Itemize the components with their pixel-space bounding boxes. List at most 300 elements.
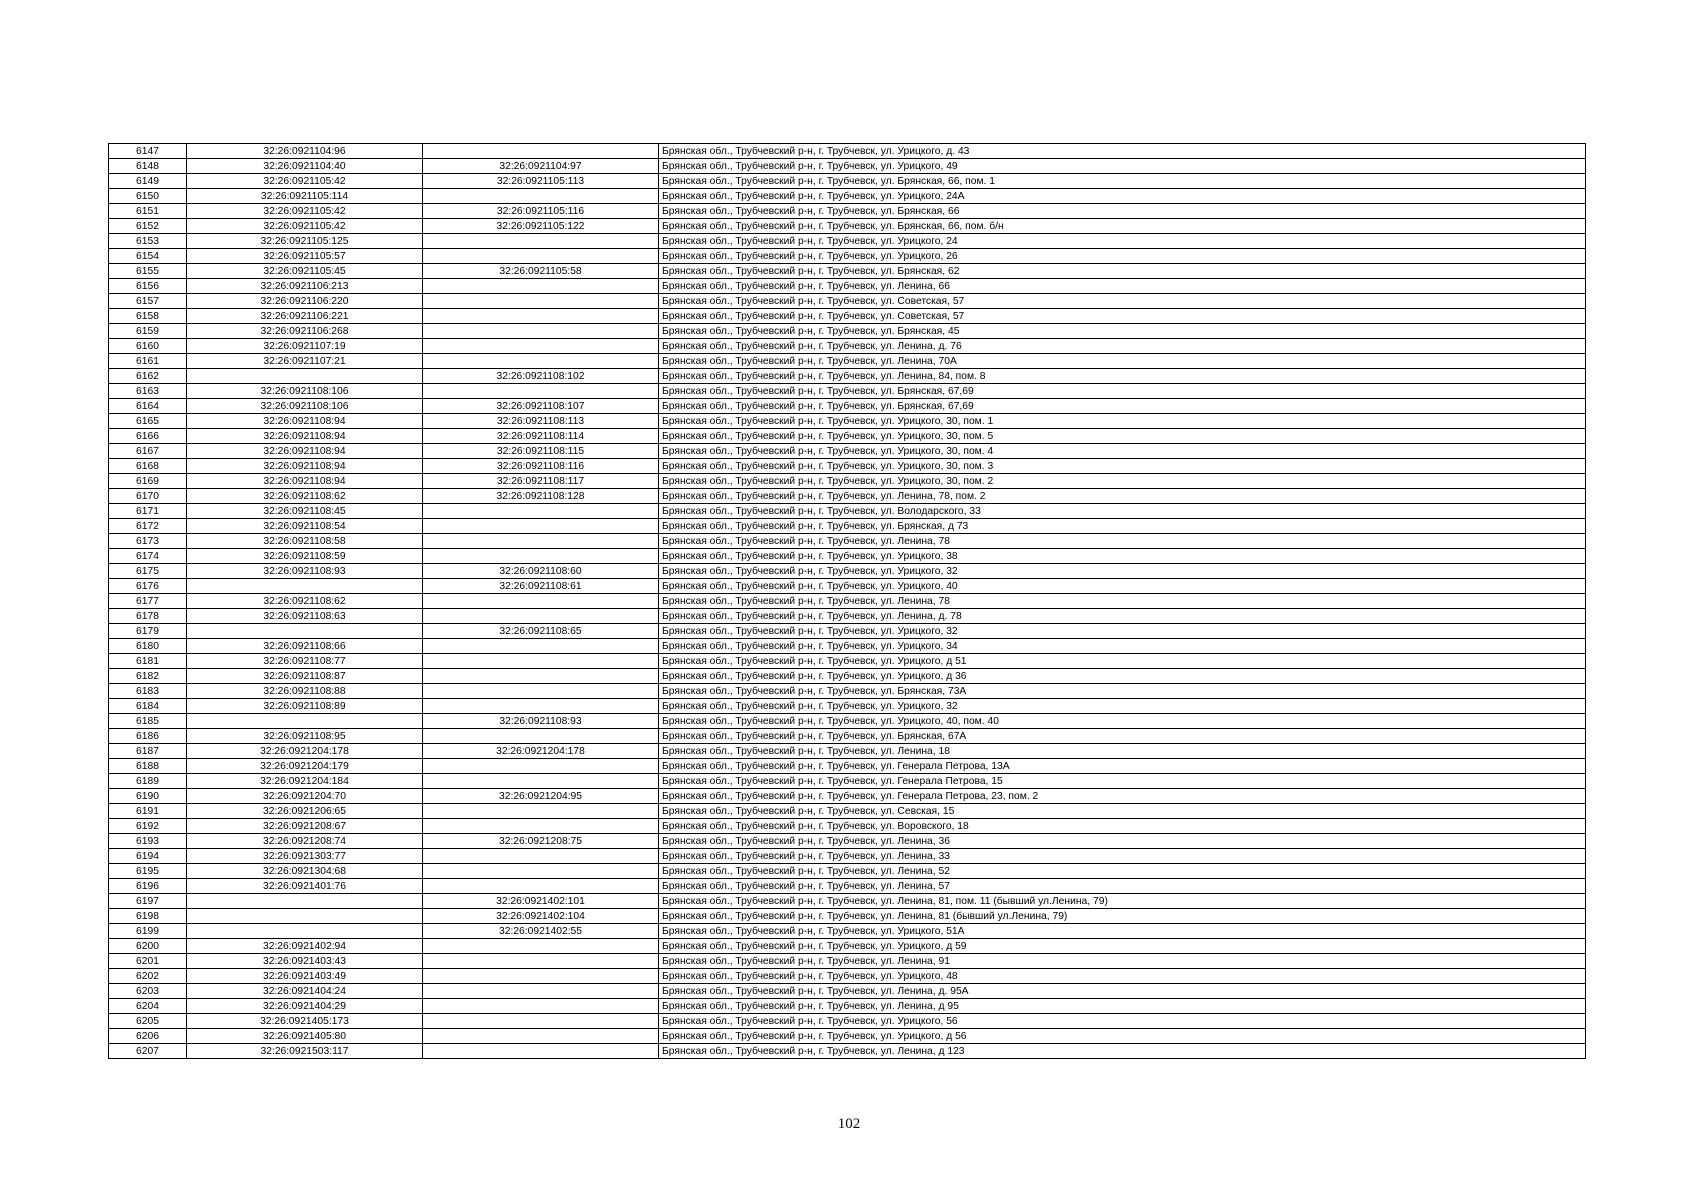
table-row [109,699,1586,714]
cadastral-number-cell: 32:26:0921107:21 [187,354,423,369]
row-number-cell: 6186 [109,729,187,744]
row-number-cell: 6148 [109,159,187,174]
cadastral-number-cell: 32:26:0921106:221 [187,309,423,324]
row-number-cell: 6172 [109,519,187,534]
address-cell: Брянская обл., Трубчевский р-н, г. Трубчевск, ул. Ленина, 78 [659,534,1586,549]
table-row [109,1029,1586,1044]
table-row [109,744,1586,759]
address-cell: Брянская обл., Трубчевский р-н, г. Трубчевск, ул. Урицкого, 32 [659,624,1586,639]
parent-cadastral-number-cell: 32:26:0921108:117 [423,474,659,489]
parent-cadastral-number-cell: 32:26:0921108:61 [423,579,659,594]
cadastral-number-cell: 32:26:0921108:89 [187,699,423,714]
parent-cadastral-number-cell [423,279,659,294]
cadastral-number-cell: 32:26:0921108:93 [187,564,423,579]
row-number-cell: 6201 [109,954,187,969]
table-row [109,804,1586,819]
row-number-cell: 6182 [109,669,187,684]
cadastral-number-cell: 32:26:0921108:106 [187,384,423,399]
table-row [109,879,1586,894]
parent-cadastral-number-cell [423,534,659,549]
address-cell: Брянская обл., Трубчевский р-н, г. Трубчевск, ул. Брянская, 45 [659,324,1586,339]
table-row [109,414,1586,429]
parent-cadastral-number-cell [423,729,659,744]
row-number-cell: 6206 [109,1029,187,1044]
cadastral-number-cell: 32:26:0921108:94 [187,429,423,444]
row-number-cell: 6181 [109,654,187,669]
cadastral-number-cell: 32:26:0921106:268 [187,324,423,339]
table-row [109,249,1586,264]
cadastral-number-cell: 32:26:0921403:43 [187,954,423,969]
table-row [109,294,1586,309]
table-row [109,759,1586,774]
table-row [109,279,1586,294]
address-cell: Брянская обл., Трубчевский р-н, г. Трубчевск, ул. Ленина, 78 [659,594,1586,609]
table-row [109,474,1586,489]
address-cell: Брянская обл., Трубчевский р-н, г. Трубчевск, ул. Ленина, 52 [659,864,1586,879]
cadastral-number-cell [187,894,423,909]
address-cell: Брянская обл., Трубчевский р-н, г. Трубчевск, ул. Урицкого, 49 [659,159,1586,174]
parent-cadastral-number-cell: 32:26:0921105:122 [423,219,659,234]
address-cell: Брянская обл., Трубчевский р-н, г. Трубчевск, ул. Генерала Петрова, 13А [659,759,1586,774]
address-cell: Брянская обл., Трубчевский р-н, г. Трубчевск, ул. Брянская, 66 [659,204,1586,219]
parent-cadastral-number-cell: 32:26:0921108:113 [423,414,659,429]
address-cell: Брянская обл., Трубчевский р-н, г. Трубчевск, ул. Ленина, д. 76 [659,339,1586,354]
parent-cadastral-number-cell [423,939,659,954]
row-number-cell: 6184 [109,699,187,714]
parent-cadastral-number-cell [423,354,659,369]
address-cell: Брянская обл., Трубчевский р-н, г. Трубчевск, ул. Урицкого, 30, пом. 1 [659,414,1586,429]
parent-cadastral-number-cell [423,324,659,339]
parent-cadastral-number-cell: 32:26:0921105:116 [423,204,659,219]
parent-cadastral-number-cell [423,189,659,204]
row-number-cell: 6167 [109,444,187,459]
address-cell: Брянская обл., Трубчевский р-н, г. Трубчевск, ул. Ленина, д. 78 [659,609,1586,624]
parent-cadastral-number-cell: 32:26:0921108:107 [423,399,659,414]
parent-cadastral-number-cell [423,609,659,624]
parent-cadastral-number-cell [423,954,659,969]
cadastral-number-cell: 32:26:0921108:88 [187,684,423,699]
table-row [109,579,1586,594]
parent-cadastral-number-cell: 32:26:0921402:55 [423,924,659,939]
cadastral-number-cell [187,579,423,594]
row-number-cell: 6185 [109,714,187,729]
parent-cadastral-number-cell [423,849,659,864]
parent-cadastral-number-cell [423,654,659,669]
cadastral-number-cell: 32:26:0921204:178 [187,744,423,759]
cadastral-number-cell: 32:26:0921108:77 [187,654,423,669]
cadastral-number-cell [187,369,423,384]
row-number-cell: 6154 [109,249,187,264]
row-number-cell: 6198 [109,909,187,924]
table-row [109,504,1586,519]
cadastral-number-cell: 32:26:0921108:94 [187,474,423,489]
parent-cadastral-number-cell: 32:26:0921402:101 [423,894,659,909]
table-row [109,894,1586,909]
parent-cadastral-number-cell [423,594,659,609]
row-number-cell: 6177 [109,594,187,609]
address-cell: Брянская обл., Трубчевский р-н, г. Трубчевск, ул. Ленина, 78, пом. 2 [659,489,1586,504]
address-cell: Брянская обл., Трубчевский р-н, г. Трубчевск, ул. Урицкого, 38 [659,549,1586,564]
table-row [109,534,1586,549]
parent-cadastral-number-cell: 32:26:0921108:60 [423,564,659,579]
parent-cadastral-number-cell: 32:26:0921108:102 [423,369,659,384]
row-number-cell: 6151 [109,204,187,219]
table-row [109,1044,1586,1059]
row-number-cell: 6194 [109,849,187,864]
row-number-cell: 6204 [109,999,187,1014]
parent-cadastral-number-cell: 32:26:0921108:65 [423,624,659,639]
table-row [109,549,1586,564]
cadastral-number-cell: 32:26:0921401:76 [187,879,423,894]
row-number-cell: 6168 [109,459,187,474]
address-cell: Брянская обл., Трубчевский р-н, г. Трубчевск, ул. Брянская, 66, пом. б/н [659,219,1586,234]
parent-cadastral-number-cell [423,639,659,654]
parent-cadastral-number-cell [423,339,659,354]
parent-cadastral-number-cell [423,249,659,264]
address-cell: Брянская обл., Трубчевский р-н, г. Трубчевск, ул. Ленина, 84, пом. 8 [659,369,1586,384]
address-cell: Брянская обл., Трубчевский р-н, г. Трубчевск, ул. Урицкого, 30, пом. 5 [659,429,1586,444]
cadastral-number-cell: 32:26:0921404:24 [187,984,423,999]
cadastral-number-cell: 32:26:0921208:74 [187,834,423,849]
table-row [109,969,1586,984]
row-number-cell: 6157 [109,294,187,309]
row-number-cell: 6159 [109,324,187,339]
cadastral-number-cell: 32:26:0921108:54 [187,519,423,534]
row-number-cell: 6179 [109,624,187,639]
parent-cadastral-number-cell [423,774,659,789]
address-cell: Брянская обл., Трубчевский р-н, г. Трубчевск, ул. Ленина, 70А [659,354,1586,369]
table-row [109,789,1586,804]
parent-cadastral-number-cell [423,999,659,1014]
address-cell: Брянская обл., Трубчевский р-н, г. Трубчевск, ул. Урицкого, 30, пом. 2 [659,474,1586,489]
parent-cadastral-number-cell: 32:26:0921208:75 [423,834,659,849]
address-cell: Брянская обл., Трубчевский р-н, г. Трубчевск, ул. Ленина, 18 [659,744,1586,759]
row-number-cell: 6162 [109,369,187,384]
cadastral-number-cell: 32:26:0921108:95 [187,729,423,744]
address-cell: Брянская обл., Трубчевский р-н, г. Трубчевск, ул. Урицкого, 30, пом. 4 [659,444,1586,459]
parent-cadastral-number-cell [423,684,659,699]
address-cell: Брянская обл., Трубчевский р-н, г. Трубчевск, ул. Урицкого, д 51 [659,654,1586,669]
row-number-cell: 6189 [109,774,187,789]
parent-cadastral-number-cell [423,669,659,684]
table-row [109,264,1586,279]
parent-cadastral-number-cell: 32:26:0921105:58 [423,264,659,279]
cadastral-number-cell: 32:26:0921206:65 [187,804,423,819]
parent-cadastral-number-cell [423,1029,659,1044]
row-number-cell: 6153 [109,234,187,249]
row-number-cell: 6165 [109,414,187,429]
table-row [109,849,1586,864]
row-number-cell: 6155 [109,264,187,279]
table-row [109,384,1586,399]
address-cell: Брянская обл., Трубчевский р-н, г. Трубчевск, ул. Ленина, 66 [659,279,1586,294]
address-cell: Брянская обл., Трубчевский р-н, г. Трубчевск, ул. Севская, 15 [659,804,1586,819]
row-number-cell: 6171 [109,504,187,519]
address-cell: Брянская обл., Трубчевский р-н, г. Трубчевск, ул. Ленина, 33 [659,849,1586,864]
address-cell: Брянская обл., Трубчевский р-н, г. Трубчевск, ул. Ленина, д 95 [659,999,1586,1014]
address-cell: Брянская обл., Трубчевский р-н, г. Трубчевск, ул. Урицкого, 24 [659,234,1586,249]
parent-cadastral-number-cell [423,699,659,714]
table-row [109,339,1586,354]
address-cell: Брянская обл., Трубчевский р-н, г. Трубчевск, ул. Ленина, 36 [659,834,1586,849]
cadastral-number-cell: 32:26:0921104:96 [187,144,423,159]
table-row [109,459,1586,474]
table-row [109,594,1586,609]
address-cell: Брянская обл., Трубчевский р-н, г. Трубчевск, ул. Урицкого, 40 [659,579,1586,594]
parent-cadastral-number-cell [423,819,659,834]
table-row [109,444,1586,459]
row-number-cell: 6191 [109,804,187,819]
parent-cadastral-number-cell: 32:26:0921402:104 [423,909,659,924]
row-number-cell: 6149 [109,174,187,189]
row-number-cell: 6175 [109,564,187,579]
cadastral-number-cell: 32:26:0921108:94 [187,444,423,459]
row-number-cell: 6202 [109,969,187,984]
row-number-cell: 6205 [109,1014,187,1029]
address-cell: Брянская обл., Трубчевский р-н, г. Трубчевск, ул. Брянская, д 73 [659,519,1586,534]
address-cell: Брянская обл., Трубчевский р-н, г. Трубчевск, ул. Урицкого, д 56 [659,1029,1586,1044]
address-cell: Брянская обл., Трубчевский р-н, г. Трубчевск, ул. Генерала Петрова, 23, пом. 2 [659,789,1586,804]
cadastral-number-cell: 32:26:0921108:62 [187,594,423,609]
table-row [109,729,1586,744]
row-number-cell: 6174 [109,549,187,564]
table-row [109,609,1586,624]
parent-cadastral-number-cell: 32:26:0921108:116 [423,459,659,474]
cadastral-number-cell: 32:26:0921405:80 [187,1029,423,1044]
parent-cadastral-number-cell [423,234,659,249]
address-cell: Брянская обл., Трубчевский р-н, г. Трубчевск, ул. Ленина, 81, пом. 11 (бывший ул.Ленина, 79) [659,894,1586,909]
cadastral-number-cell [187,924,423,939]
table-row [109,489,1586,504]
table-row [109,564,1586,579]
row-number-cell: 6180 [109,639,187,654]
parent-cadastral-number-cell [423,969,659,984]
row-number-cell: 6196 [109,879,187,894]
parent-cadastral-number-cell [423,984,659,999]
cadastral-number-cell: 32:26:0921106:220 [187,294,423,309]
cadastral-number-cell: 32:26:0921108:94 [187,414,423,429]
row-number-cell: 6176 [109,579,187,594]
table-row [109,924,1586,939]
row-number-cell: 6200 [109,939,187,954]
address-cell: Брянская обл., Трубчевский р-н, г. Трубчевск, ул. Генерала Петрова, 15 [659,774,1586,789]
address-cell: Брянская обл., Трубчевский р-н, г. Трубчевск, ул. Брянская, 67А [659,729,1586,744]
cadastral-number-cell: 32:26:0921105:114 [187,189,423,204]
row-number-cell: 6187 [109,744,187,759]
table-row [109,654,1586,669]
cadastral-number-cell: 32:26:0921108:59 [187,549,423,564]
parent-cadastral-number-cell [423,294,659,309]
address-cell: Брянская обл., Трубчевский р-н, г. Трубчевск, ул. Урицкого, 40, пом. 40 [659,714,1586,729]
cadastral-number-cell: 32:26:0921204:70 [187,789,423,804]
cadastral-number-cell: 32:26:0921108:66 [187,639,423,654]
cadastral-number-cell: 32:26:0921105:42 [187,204,423,219]
cadastral-number-cell: 32:26:0921105:42 [187,219,423,234]
address-cell: Брянская обл., Трубчевский р-н, г. Трубчевск, ул. Урицкого, 26 [659,249,1586,264]
row-number-cell: 6158 [109,309,187,324]
address-cell: Брянская обл., Трубчевский р-н, г. Трубчевск, ул. Урицкого, 56 [659,1014,1586,1029]
registry-table-body [109,144,1586,1059]
table-row [109,174,1586,189]
row-number-cell: 6197 [109,894,187,909]
parent-cadastral-number-cell [423,144,659,159]
parent-cadastral-number-cell: 32:26:0921105:113 [423,174,659,189]
parent-cadastral-number-cell [423,804,659,819]
cadastral-number-cell: 32:26:0921108:58 [187,534,423,549]
table-row [109,819,1586,834]
row-number-cell: 6188 [109,759,187,774]
row-number-cell: 6193 [109,834,187,849]
row-number-cell: 6147 [109,144,187,159]
cadastral-number-cell: 32:26:0921403:49 [187,969,423,984]
cadastral-number-cell: 32:26:0921303:77 [187,849,423,864]
table-row [109,354,1586,369]
table-row [109,684,1586,699]
table-row [109,864,1586,879]
parent-cadastral-number-cell [423,879,659,894]
address-cell: Брянская обл., Трубчевский р-н, г. Трубчевск, ул. Урицкого, 32 [659,564,1586,579]
row-number-cell: 6190 [109,789,187,804]
row-number-cell: 6156 [109,279,187,294]
row-number-cell: 6195 [109,864,187,879]
row-number-cell: 6169 [109,474,187,489]
cadastral-number-cell: 32:26:0921204:179 [187,759,423,774]
cadastral-number-cell: 32:26:0921405:173 [187,1014,423,1029]
parent-cadastral-number-cell: 32:26:0921104:97 [423,159,659,174]
parent-cadastral-number-cell [423,549,659,564]
table-row [109,984,1586,999]
cadastral-number-cell: 32:26:0921304:68 [187,864,423,879]
table-row [109,309,1586,324]
row-number-cell: 6160 [109,339,187,354]
cadastral-number-cell: 32:26:0921108:63 [187,609,423,624]
table-row [109,369,1586,384]
cadastral-number-cell: 32:26:0921108:87 [187,669,423,684]
address-cell: Брянская обл., Трубчевский р-н, г. Трубчевск, ул. Урицкого, 34 [659,639,1586,654]
row-number-cell: 6152 [109,219,187,234]
cadastral-number-cell: 32:26:0921108:62 [187,489,423,504]
parent-cadastral-number-cell [423,864,659,879]
row-number-cell: 6178 [109,609,187,624]
cadastral-number-cell: 32:26:0921105:125 [187,234,423,249]
address-cell: Брянская обл., Трубчевский р-н, г. Трубчевск, ул. Ленина, д 123 [659,1044,1586,1059]
page-number: 102 [837,1116,861,1132]
cadastral-number-cell [187,909,423,924]
cadastral-number-cell: 32:26:0921107:19 [187,339,423,354]
row-number-cell: 6183 [109,684,187,699]
parent-cadastral-number-cell: 32:26:0921204:178 [423,744,659,759]
parent-cadastral-number-cell: 32:26:0921108:114 [423,429,659,444]
table-row [109,774,1586,789]
table-row [109,834,1586,849]
parent-cadastral-number-cell [423,309,659,324]
row-number-cell: 6161 [109,354,187,369]
cadastral-number-cell: 32:26:0921402:94 [187,939,423,954]
row-number-cell: 6192 [109,819,187,834]
table-row [109,204,1586,219]
address-cell: Брянская обл., Трубчевский р-н, г. Трубчевск, ул. Брянская, 67,69 [659,384,1586,399]
address-cell: Брянская обл., Трубчевский р-н, г. Трубчевск, ул. Ленина, 81 (бывший ул.Ленина, 79) [659,909,1586,924]
cadastral-number-cell [187,624,423,639]
address-cell: Брянская обл., Трубчевский р-н, г. Трубчевск, ул. Урицкого, 51А [659,924,1586,939]
address-cell: Брянская обл., Трубчевский р-н, г. Трубчевск, ул. Воровского, 18 [659,819,1586,834]
table-row [109,519,1586,534]
parent-cadastral-number-cell [423,1014,659,1029]
cadastral-number-cell: 32:26:0921108:94 [187,459,423,474]
parent-cadastral-number-cell [423,384,659,399]
cadastral-number-cell: 32:26:0921105:45 [187,264,423,279]
table-row [109,429,1586,444]
address-cell: Брянская обл., Трубчевский р-н, г. Трубчевск, ул. Урицкого, 24А [659,189,1586,204]
address-cell: Брянская обл., Трубчевский р-н, г. Трубчевск, ул. Ленина, 57 [659,879,1586,894]
table-row [109,144,1586,159]
table-row [109,639,1586,654]
parent-cadastral-number-cell: 32:26:0921108:128 [423,489,659,504]
row-number-cell: 6166 [109,429,187,444]
cadastral-number-cell: 32:26:0921208:67 [187,819,423,834]
cadastral-number-cell: 32:26:0921503:117 [187,1044,423,1059]
address-cell: Брянская обл., Трубчевский р-н, г. Трубчевск, ул. Брянская, 62 [659,264,1586,279]
cadastral-number-cell: 32:26:0921108:106 [187,399,423,414]
table-row [109,909,1586,924]
cadastral-number-cell: 32:26:0921105:57 [187,249,423,264]
address-cell: Брянская обл., Трубчевский р-н, г. Трубчевск, ул. Володарского, 33 [659,504,1586,519]
cadastral-number-cell: 32:26:0921204:184 [187,774,423,789]
table-row [109,399,1586,414]
table-row [109,324,1586,339]
address-cell: Брянская обл., Трубчевский р-н, г. Трубчевск, ул. Урицкого, д 59 [659,939,1586,954]
address-cell: Брянская обл., Трубчевский р-н, г. Трубчевск, ул. Брянская, 73А [659,684,1586,699]
address-cell: Брянская обл., Трубчевский р-н, г. Трубчевск, ул. Брянская, 66, пом. 1 [659,174,1586,189]
table-row [109,624,1586,639]
parent-cadastral-number-cell: 32:26:0921108:115 [423,444,659,459]
address-cell: Брянская обл., Трубчевский р-н, г. Трубчевск, ул. Советская, 57 [659,309,1586,324]
address-cell: Брянская обл., Трубчевский р-н, г. Трубчевск, ул. Урицкого, 30, пом. 3 [659,459,1586,474]
parent-cadastral-number-cell [423,519,659,534]
row-number-cell: 6150 [109,189,187,204]
table-row [109,219,1586,234]
table-row [109,234,1586,249]
row-number-cell: 6173 [109,534,187,549]
address-cell: Брянская обл., Трубчевский р-н, г. Трубчевск, ул. Урицкого, д 36 [659,669,1586,684]
table-row [109,669,1586,684]
table-row [109,954,1586,969]
row-number-cell: 6163 [109,384,187,399]
address-cell: Брянская обл., Трубчевский р-н, г. Трубчевск, ул. Ленина, д. 95А [659,984,1586,999]
table-row [109,714,1586,729]
cadastral-number-cell: 32:26:0921404:29 [187,999,423,1014]
address-cell: Брянская обл., Трубчевский р-н, г. Трубчевск, ул. Ленина, 91 [659,954,1586,969]
row-number-cell: 6199 [109,924,187,939]
cadastral-number-cell: 32:26:0921104:40 [187,159,423,174]
parent-cadastral-number-cell [423,1044,659,1059]
table-row [109,159,1586,174]
address-cell: Брянская обл., Трубчевский р-н, г. Трубчевск, ул. Урицкого, д. 43 [659,144,1586,159]
cadastral-number-cell: 32:26:0921105:42 [187,174,423,189]
cadastral-number-cell: 32:26:0921108:45 [187,504,423,519]
cadastral-number-cell [187,714,423,729]
parent-cadastral-number-cell [423,504,659,519]
row-number-cell: 6207 [109,1044,187,1059]
registry-table [108,143,1586,1059]
address-cell: Брянская обл., Трубчевский р-н, г. Трубчевск, ул. Брянская, 67,69 [659,399,1586,414]
row-number-cell: 6164 [109,399,187,414]
address-cell: Брянская обл., Трубчевский р-н, г. Трубчевск, ул. Урицкого, 32 [659,699,1586,714]
parent-cadastral-number-cell: 32:26:0921204:95 [423,789,659,804]
table-row [109,189,1586,204]
parent-cadastral-number-cell [423,759,659,774]
table-row [109,1014,1586,1029]
